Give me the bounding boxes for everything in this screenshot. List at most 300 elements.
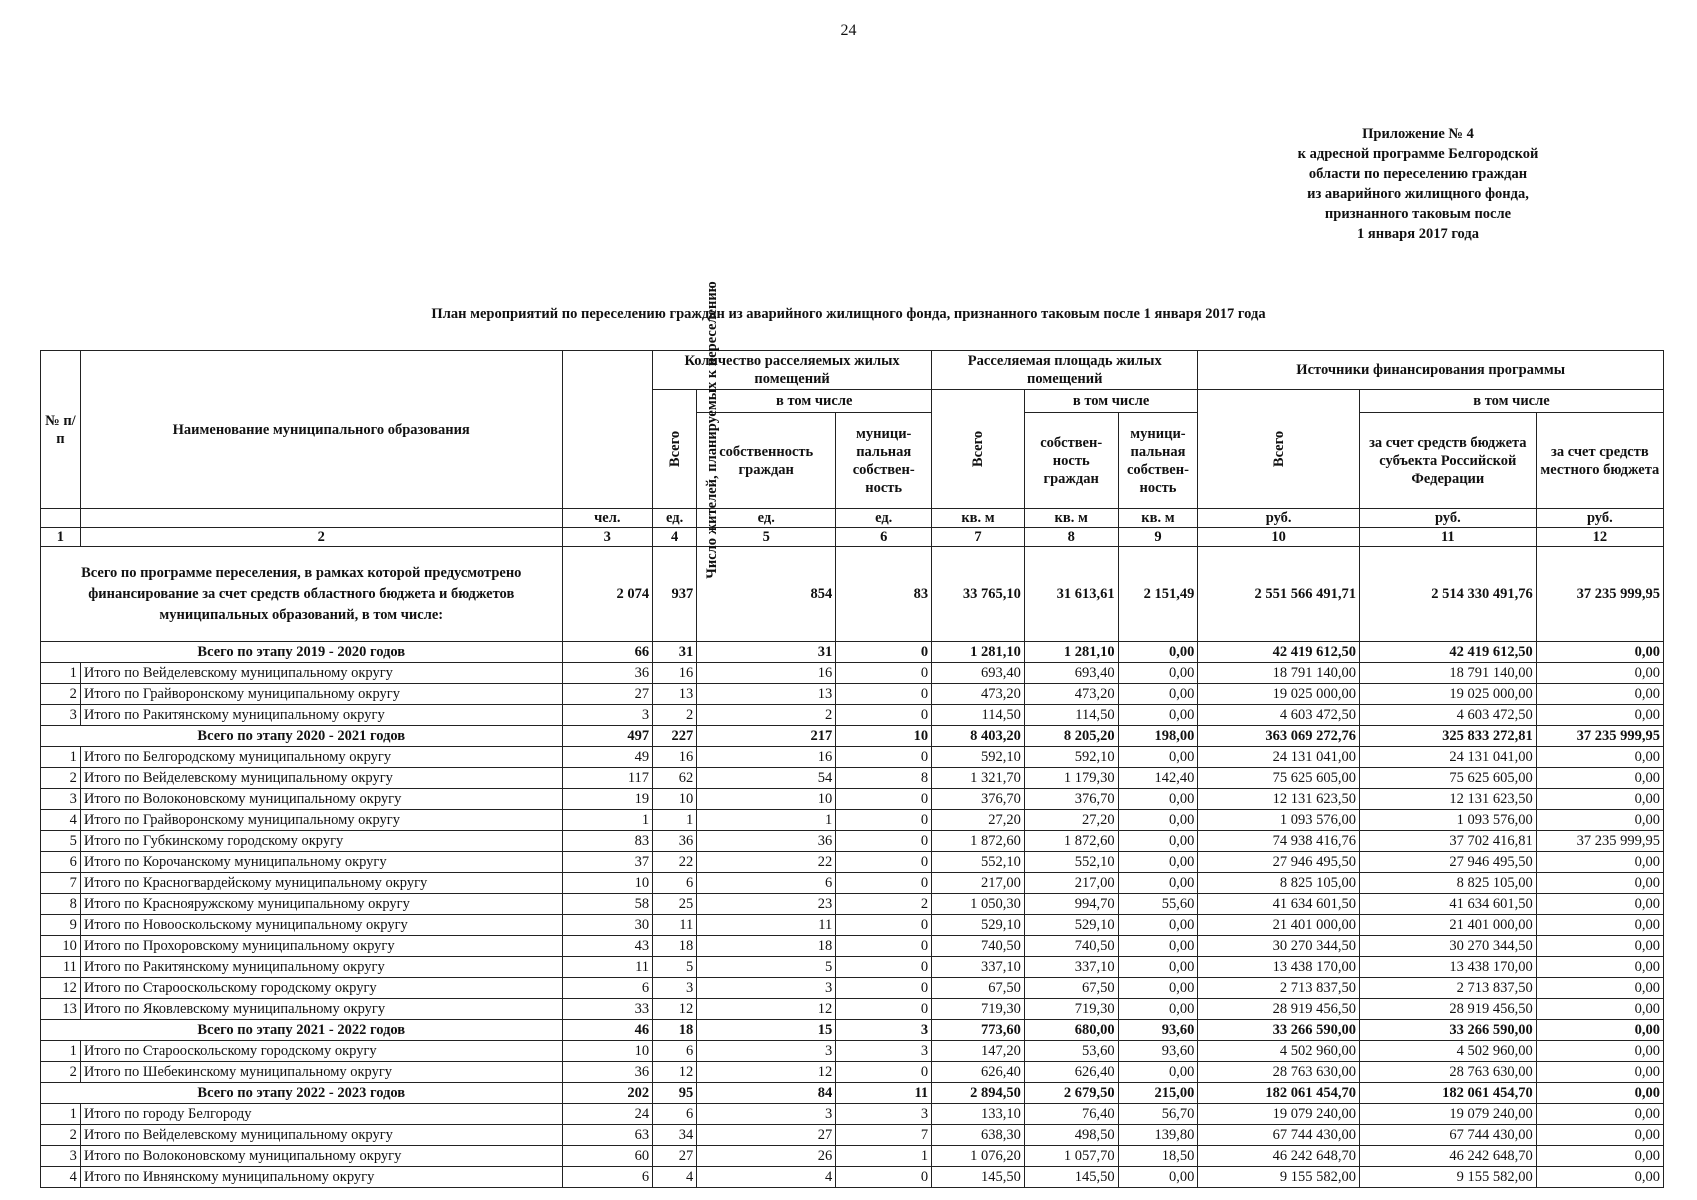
stage-name: Всего по этапу 2022 - 2023 годов <box>41 1083 563 1104</box>
cell-c10: 28 919 456,50 <box>1198 999 1360 1020</box>
cell-c4: 27 <box>653 1146 697 1167</box>
header-residents-text: Число жителей, планируемых к переселению <box>703 280 720 579</box>
municipality-name: Итого по Шебекинскому муниципальному округу <box>80 1062 562 1083</box>
row-number: 2 <box>41 768 81 789</box>
table-row <box>41 1104 1664 1125</box>
cell-c12: 0,00 <box>1536 1146 1663 1167</box>
row-number: 1 <box>41 663 81 684</box>
cell-c7: 693,40 <box>932 663 1025 684</box>
cell-c4: 16 <box>653 663 697 684</box>
cell-c5: 217 <box>697 726 836 747</box>
column-number: 1 <box>41 528 81 547</box>
cell-c10: 1 093 576,00 <box>1198 810 1360 831</box>
cell-c9: 0,00 <box>1118 831 1198 852</box>
header-area-group: Расселяемая площадь жилых помещений <box>932 351 1198 390</box>
row-number: 6 <box>41 852 81 873</box>
cell-c7: 145,50 <box>932 1167 1025 1188</box>
cell-c11: 9 155 582,00 <box>1359 1167 1536 1188</box>
cell-c5: 1 <box>697 810 836 831</box>
municipality-name: Итого по Белгородскому муниципальному округу <box>80 747 562 768</box>
header-area-incl: в том числе <box>1024 390 1198 413</box>
cell-c5: 4 <box>697 1167 836 1188</box>
municipality-name: Итого по Грайворонскому муниципальному округу <box>80 810 562 831</box>
cell-c9: 0,00 <box>1118 1062 1198 1083</box>
cell-c8: 1 057,70 <box>1024 1146 1118 1167</box>
cell-c9: 0,00 <box>1118 852 1198 873</box>
cell-c5: 3 <box>697 1104 836 1125</box>
total-rooms: 937 <box>653 547 697 642</box>
cell-c4: 34 <box>653 1125 697 1146</box>
cell-c10: 24 131 041,00 <box>1198 747 1360 768</box>
cell-c3: 6 <box>562 1167 653 1188</box>
cell-c5: 16 <box>697 663 836 684</box>
cell-c10: 182 061 454,70 <box>1198 1083 1360 1104</box>
cell-c4: 4 <box>653 1167 697 1188</box>
stage-total-row <box>41 726 1664 747</box>
cell-c12: 0,00 <box>1536 999 1663 1020</box>
table-row <box>41 768 1664 789</box>
row-number: 11 <box>41 957 81 978</box>
cell-c3: 10 <box>562 1041 653 1062</box>
header-fin-regional: за счет средств бюджета субъекта Российской Федерации <box>1359 413 1536 509</box>
cell-c7: 626,40 <box>932 1062 1025 1083</box>
cell-c12: 0,00 <box>1536 873 1663 894</box>
total-area: 33 765,10 <box>932 547 1025 642</box>
cell-c6: 2 <box>836 894 932 915</box>
cell-c8: 473,20 <box>1024 684 1118 705</box>
header-num: № п/п <box>41 351 81 509</box>
cell-c5: 27 <box>697 1125 836 1146</box>
row-number: 12 <box>41 978 81 999</box>
cell-c8: 337,10 <box>1024 957 1118 978</box>
column-number: 4 <box>653 528 697 547</box>
cell-c6: 0 <box>836 936 932 957</box>
cell-c3: 19 <box>562 789 653 810</box>
stage-name: Всего по этапу 2021 - 2022 годов <box>41 1020 563 1041</box>
column-number: 10 <box>1198 528 1360 547</box>
cell-c6: 0 <box>836 810 932 831</box>
cell-c4: 62 <box>653 768 697 789</box>
column-number: 11 <box>1359 528 1536 547</box>
cell-c4: 13 <box>653 684 697 705</box>
municipality-name: Итого по Новооскольскому муниципальному округу <box>80 915 562 936</box>
cell-c6: 0 <box>836 873 932 894</box>
cell-c8: 145,50 <box>1024 1167 1118 1188</box>
cell-c10: 27 946 495,50 <box>1198 852 1360 873</box>
cell-c3: 43 <box>562 936 653 957</box>
cell-c8: 8 205,20 <box>1024 726 1118 747</box>
cell-c10: 46 242 648,70 <box>1198 1146 1360 1167</box>
table-row <box>41 789 1664 810</box>
cell-c7: 147,20 <box>932 1041 1025 1062</box>
cell-c10: 33 266 590,00 <box>1198 1020 1360 1041</box>
table-row <box>41 1041 1664 1062</box>
cell-c3: 6 <box>562 978 653 999</box>
unit-cell: чел. <box>562 509 653 528</box>
header-area-own: собствен-ность граждан <box>1024 413 1118 509</box>
cell-c11: 24 131 041,00 <box>1359 747 1536 768</box>
cell-c8: 217,00 <box>1024 873 1118 894</box>
row-number: 1 <box>41 1041 81 1062</box>
cell-c3: 11 <box>562 957 653 978</box>
cell-c4: 36 <box>653 831 697 852</box>
row-number: 3 <box>41 1146 81 1167</box>
header-name: Наименование муниципального образования <box>80 351 562 509</box>
appendix-line: признанного таковым после <box>1324 206 1512 222</box>
cell-c3: 117 <box>562 768 653 789</box>
program-total-name: Всего по программе переселения, в рамках которой предусмотрено финансирование за счет средств областного бюджета и бюджетов муниципальных образований, в том числе: <box>41 547 563 642</box>
cell-c11: 75 625 605,00 <box>1359 768 1536 789</box>
cell-c11: 19 025 000,00 <box>1359 684 1536 705</box>
cell-c9: 0,00 <box>1118 978 1198 999</box>
municipality-name: Итого по Красногвардейскому муниципальному округу <box>80 873 562 894</box>
municipality-name: Итого по Старооскольскому городскому округу <box>80 1041 562 1062</box>
cell-c3: 202 <box>562 1083 653 1104</box>
row-number: 10 <box>41 936 81 957</box>
cell-c11: 30 270 344,50 <box>1359 936 1536 957</box>
cell-c8: 1 872,60 <box>1024 831 1118 852</box>
column-number: 6 <box>836 528 932 547</box>
cell-c11: 4 603 472,50 <box>1359 705 1536 726</box>
table-row <box>41 978 1664 999</box>
cell-c10: 13 438 170,00 <box>1198 957 1360 978</box>
total-fin: 2 551 566 491,71 <box>1198 547 1360 642</box>
cell-c3: 1 <box>562 810 653 831</box>
cell-c8: 719,30 <box>1024 999 1118 1020</box>
cell-c9: 0,00 <box>1118 705 1198 726</box>
header-area-municipal: муници-пальная собствен-ность <box>1118 413 1198 509</box>
cell-c9: 198,00 <box>1118 726 1198 747</box>
cell-c11: 2 713 837,50 <box>1359 978 1536 999</box>
cell-c12: 0,00 <box>1536 957 1663 978</box>
cell-c11: 1 093 576,00 <box>1359 810 1536 831</box>
cell-c5: 15 <box>697 1020 836 1041</box>
cell-c6: 8 <box>836 768 932 789</box>
cell-c3: 3 <box>562 705 653 726</box>
cell-c3: 60 <box>562 1146 653 1167</box>
cell-c6: 0 <box>836 852 932 873</box>
cell-c12: 0,00 <box>1536 852 1663 873</box>
stage-name: Всего по этапу 2019 - 2020 годов <box>41 642 563 663</box>
row-number: 4 <box>41 810 81 831</box>
cell-c8: 994,70 <box>1024 894 1118 915</box>
cell-c11: 325 833 272,81 <box>1359 726 1536 747</box>
unit-cell <box>41 509 81 528</box>
unit-cell: кв. м <box>1024 509 1118 528</box>
unit-cell: ед. <box>697 509 836 528</box>
cell-c12: 0,00 <box>1536 1167 1663 1188</box>
cell-c4: 11 <box>653 915 697 936</box>
municipality-name: Итого по Губкинскому городскому округу <box>80 831 562 852</box>
table-row <box>41 936 1664 957</box>
row-number: 7 <box>41 873 81 894</box>
header-row-1 <box>41 351 1664 390</box>
cell-c12: 37 235 999,95 <box>1536 726 1663 747</box>
cell-c11: 21 401 000,00 <box>1359 915 1536 936</box>
row-number: 9 <box>41 915 81 936</box>
cell-c12: 0,00 <box>1536 1083 1663 1104</box>
cell-c7: 376,70 <box>932 789 1025 810</box>
cell-c10: 21 401 000,00 <box>1198 915 1360 936</box>
municipality-name: Итого по Прохоровскому муниципальному округу <box>80 936 562 957</box>
municipality-name: Итого по Ивнянскому муниципальному округу <box>80 1167 562 1188</box>
header-rooms-total-text: Всего <box>666 430 683 468</box>
cell-c8: 626,40 <box>1024 1062 1118 1083</box>
stage-name: Всего по этапу 2020 - 2021 годов <box>41 726 563 747</box>
cell-c4: 22 <box>653 852 697 873</box>
unit-cell: кв. м <box>932 509 1025 528</box>
cell-c4: 95 <box>653 1083 697 1104</box>
cell-c5: 22 <box>697 852 836 873</box>
cell-c8: 552,10 <box>1024 852 1118 873</box>
cell-c7: 337,10 <box>932 957 1025 978</box>
cell-c9: 0,00 <box>1118 1167 1198 1188</box>
cell-c10: 75 625 605,00 <box>1198 768 1360 789</box>
table-row <box>41 873 1664 894</box>
cell-c11: 8 825 105,00 <box>1359 873 1536 894</box>
cell-c10: 8 825 105,00 <box>1198 873 1360 894</box>
row-number: 3 <box>41 789 81 810</box>
cell-c6: 0 <box>836 999 932 1020</box>
cell-c12: 0,00 <box>1536 936 1663 957</box>
cell-c5: 12 <box>697 999 836 1020</box>
cell-c3: 36 <box>562 663 653 684</box>
table-row <box>41 1167 1664 1188</box>
unit-cell: руб. <box>1536 509 1663 528</box>
total-residents: 2 074 <box>562 547 653 642</box>
cell-c11: 18 791 140,00 <box>1359 663 1536 684</box>
cell-c4: 25 <box>653 894 697 915</box>
cell-c11: 46 242 648,70 <box>1359 1146 1536 1167</box>
cell-c8: 53,60 <box>1024 1041 1118 1062</box>
row-number: 1 <box>41 1104 81 1125</box>
cell-c11: 67 744 430,00 <box>1359 1125 1536 1146</box>
cell-c8: 67,50 <box>1024 978 1118 999</box>
cell-c7: 638,30 <box>932 1125 1025 1146</box>
total-rooms-municipal: 83 <box>836 547 932 642</box>
table-row <box>41 747 1664 768</box>
cell-c4: 31 <box>653 642 697 663</box>
cell-c4: 18 <box>653 936 697 957</box>
table-row <box>41 705 1664 726</box>
cell-c6: 0 <box>836 789 932 810</box>
cell-c6: 3 <box>836 1041 932 1062</box>
cell-c9: 0,00 <box>1118 999 1198 1020</box>
cell-c4: 6 <box>653 1041 697 1062</box>
header-rooms-municipal: муници-пальная собствен-ность <box>836 413 932 509</box>
cell-c10: 12 131 623,50 <box>1198 789 1360 810</box>
cell-c9: 93,60 <box>1118 1020 1198 1041</box>
cell-c10: 67 744 430,00 <box>1198 1125 1360 1146</box>
column-number: 8 <box>1024 528 1118 547</box>
cell-c9: 0,00 <box>1118 642 1198 663</box>
header-area-total <box>932 390 1025 509</box>
cell-c3: 27 <box>562 684 653 705</box>
cell-c6: 0 <box>836 957 932 978</box>
cell-c5: 54 <box>697 768 836 789</box>
cell-c9: 55,60 <box>1118 894 1198 915</box>
unit-cell <box>80 509 562 528</box>
cell-c4: 2 <box>653 705 697 726</box>
units-row <box>41 509 1664 528</box>
cell-c9: 0,00 <box>1118 663 1198 684</box>
column-number: 5 <box>697 528 836 547</box>
cell-c12: 0,00 <box>1536 894 1663 915</box>
cell-c12: 0,00 <box>1536 768 1663 789</box>
municipality-name: Итого по Волоконовскому муниципальному округу <box>80 789 562 810</box>
cell-c10: 18 791 140,00 <box>1198 663 1360 684</box>
cell-c5: 2 <box>697 705 836 726</box>
cell-c10: 19 079 240,00 <box>1198 1104 1360 1125</box>
header-rooms-total <box>653 390 697 509</box>
header-area-total-text: Всего <box>969 430 986 468</box>
cell-c10: 42 419 612,50 <box>1198 642 1360 663</box>
cell-c7: 529,10 <box>932 915 1025 936</box>
cell-c5: 10 <box>697 789 836 810</box>
cell-c12: 0,00 <box>1536 1020 1663 1041</box>
cell-c8: 376,70 <box>1024 789 1118 810</box>
cell-c7: 8 403,20 <box>932 726 1025 747</box>
cell-c12: 0,00 <box>1536 978 1663 999</box>
cell-c3: 33 <box>562 999 653 1020</box>
cell-c8: 592,10 <box>1024 747 1118 768</box>
unit-cell: руб. <box>1198 509 1360 528</box>
cell-c6: 3 <box>836 1020 932 1041</box>
cell-c3: 49 <box>562 747 653 768</box>
cell-c7: 1 076,20 <box>932 1146 1025 1167</box>
row-number: 1 <box>41 747 81 768</box>
cell-c11: 33 266 590,00 <box>1359 1020 1536 1041</box>
table-row <box>41 1125 1664 1146</box>
cell-c6: 1 <box>836 1146 932 1167</box>
document-title: План мероприятий по переселению граждан из аварийного жилищного фонда, признанного таковым после 1 января 2017 года <box>431 306 1266 322</box>
cell-c5: 6 <box>697 873 836 894</box>
cell-c8: 498,50 <box>1024 1125 1118 1146</box>
row-number: 8 <box>41 894 81 915</box>
cell-c4: 16 <box>653 747 697 768</box>
total-fin-regional: 2 514 330 491,76 <box>1359 547 1536 642</box>
total-area-own: 31 613,61 <box>1024 547 1118 642</box>
cell-c8: 1 179,30 <box>1024 768 1118 789</box>
municipality-name: Итого по Старооскольскому городскому округу <box>80 978 562 999</box>
cell-c8: 76,40 <box>1024 1104 1118 1125</box>
cell-c3: 66 <box>562 642 653 663</box>
cell-c7: 133,10 <box>932 1104 1025 1125</box>
cell-c6: 0 <box>836 642 932 663</box>
cell-c12: 0,00 <box>1536 1125 1663 1146</box>
cell-c12: 0,00 <box>1536 642 1663 663</box>
municipality-name: Итого по Яковлевскому муниципальному округу <box>80 999 562 1020</box>
cell-c10: 28 763 630,00 <box>1198 1062 1360 1083</box>
appendix-note <box>1268 124 1568 244</box>
table-row <box>41 810 1664 831</box>
cell-c7: 719,30 <box>932 999 1025 1020</box>
cell-c6: 0 <box>836 684 932 705</box>
table-row <box>41 957 1664 978</box>
cell-c7: 773,60 <box>932 1020 1025 1041</box>
cell-c4: 12 <box>653 999 697 1020</box>
cell-c12: 0,00 <box>1536 705 1663 726</box>
page-number: 24 <box>840 22 857 39</box>
total-rooms-own: 854 <box>697 547 836 642</box>
cell-c3: 36 <box>562 1062 653 1083</box>
header-finance-group: Источники финансирования программы <box>1198 351 1664 390</box>
cell-c7: 1 050,30 <box>932 894 1025 915</box>
cell-c10: 363 069 272,76 <box>1198 726 1360 747</box>
cell-c4: 6 <box>653 873 697 894</box>
cell-c11: 13 438 170,00 <box>1359 957 1536 978</box>
cell-c3: 63 <box>562 1125 653 1146</box>
cell-c6: 0 <box>836 915 932 936</box>
cell-c10: 4 603 472,50 <box>1198 705 1360 726</box>
row-number: 2 <box>41 1062 81 1083</box>
header-rooms-incl: в том числе <box>697 390 932 413</box>
header-rooms-group: Количество расселяемых жилых помещений <box>653 351 932 390</box>
cell-c7: 27,20 <box>932 810 1025 831</box>
cell-c7: 1 281,10 <box>932 642 1025 663</box>
cell-c6: 11 <box>836 1083 932 1104</box>
cell-c5: 16 <box>697 747 836 768</box>
cell-c8: 680,00 <box>1024 1020 1118 1041</box>
total-fin-local: 37 235 999,95 <box>1536 547 1663 642</box>
cell-c7: 1 872,60 <box>932 831 1025 852</box>
table-row <box>41 1146 1664 1167</box>
cell-c3: 46 <box>562 1020 653 1041</box>
cell-c4: 227 <box>653 726 697 747</box>
cell-c6: 0 <box>836 705 932 726</box>
column-number: 2 <box>80 528 562 547</box>
cell-c4: 3 <box>653 978 697 999</box>
cell-c12: 0,00 <box>1536 684 1663 705</box>
cell-c7: 592,10 <box>932 747 1025 768</box>
cell-c11: 41 634 601,50 <box>1359 894 1536 915</box>
cell-c8: 2 679,50 <box>1024 1083 1118 1104</box>
cell-c7: 67,50 <box>932 978 1025 999</box>
cell-c3: 24 <box>562 1104 653 1125</box>
column-number: 12 <box>1536 528 1663 547</box>
cell-c6: 7 <box>836 1125 932 1146</box>
table-row <box>41 684 1664 705</box>
cell-c12: 0,00 <box>1536 1062 1663 1083</box>
cell-c12: 0,00 <box>1536 789 1663 810</box>
cell-c7: 552,10 <box>932 852 1025 873</box>
table-row <box>41 1062 1664 1083</box>
cell-c6: 3 <box>836 1104 932 1125</box>
cell-c6: 0 <box>836 1167 932 1188</box>
cell-c9: 142,40 <box>1118 768 1198 789</box>
table-row <box>41 999 1664 1020</box>
cell-c12: 0,00 <box>1536 747 1663 768</box>
cell-c7: 2 894,50 <box>932 1083 1025 1104</box>
cell-c10: 4 502 960,00 <box>1198 1041 1360 1062</box>
table-row <box>41 852 1664 873</box>
cell-c9: 0,00 <box>1118 936 1198 957</box>
cell-c9: 0,00 <box>1118 747 1198 768</box>
cell-c9: 0,00 <box>1118 810 1198 831</box>
cell-c9: 18,50 <box>1118 1146 1198 1167</box>
cell-c3: 10 <box>562 873 653 894</box>
cell-c3: 58 <box>562 894 653 915</box>
municipality-name: Итого по Краснояружскому муниципальному округу <box>80 894 562 915</box>
appendix-line: 1 января 2017 года <box>1357 226 1479 242</box>
cell-c5: 12 <box>697 1062 836 1083</box>
header-fin-total <box>1198 390 1360 509</box>
row-number: 13 <box>41 999 81 1020</box>
cell-c12: 0,00 <box>1536 1104 1663 1125</box>
cell-c7: 217,00 <box>932 873 1025 894</box>
cell-c9: 0,00 <box>1118 684 1198 705</box>
cell-c5: 23 <box>697 894 836 915</box>
